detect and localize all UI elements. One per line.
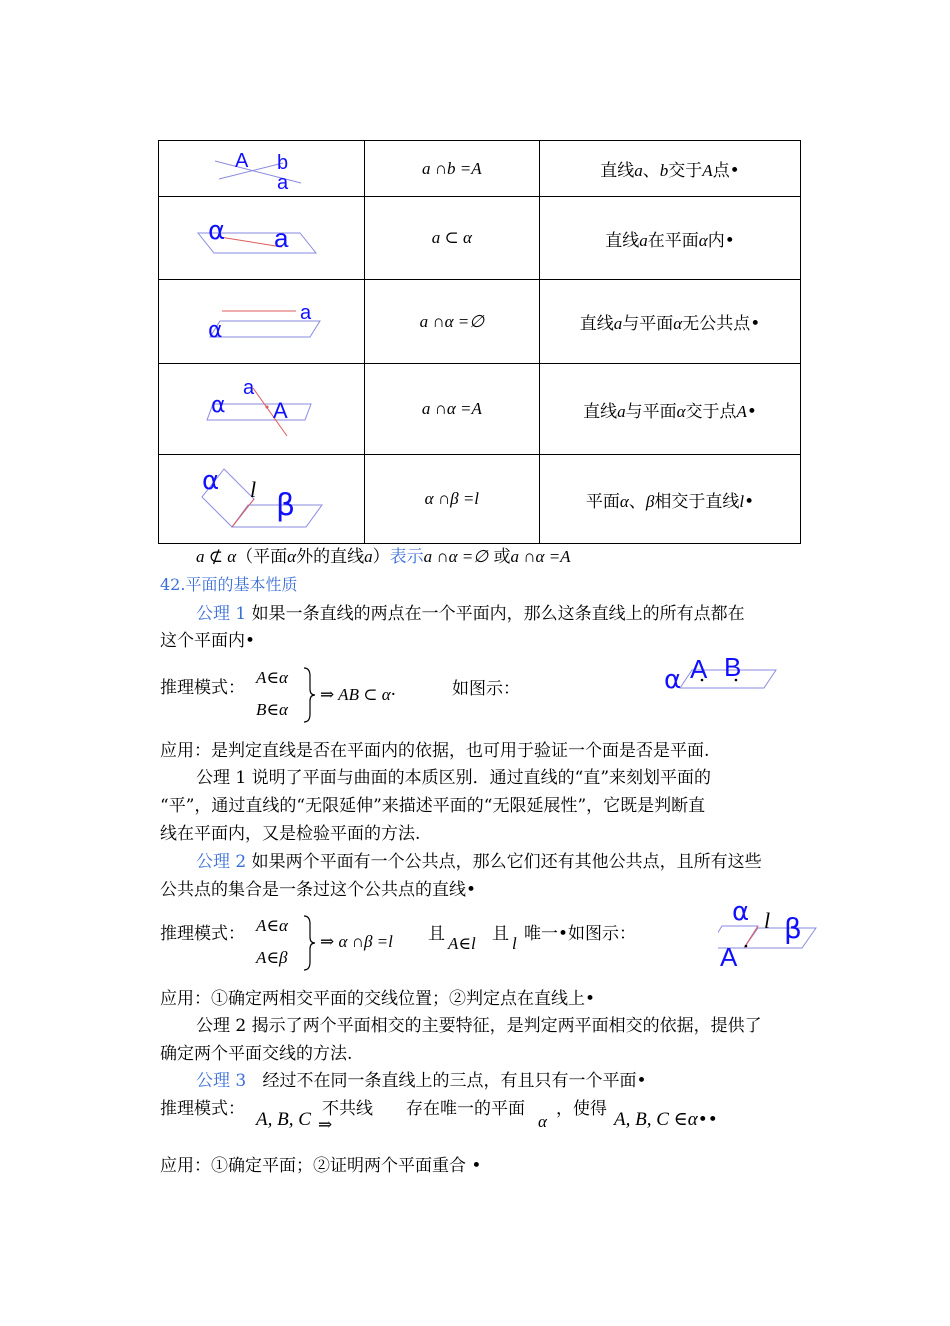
axiom2-cond1: A∈α <box>256 916 288 935</box>
axiom1-dot: · <box>390 685 397 705</box>
note-expression: a ∩α =A <box>510 547 571 566</box>
axiom1-text: 如果一条直线的两点在一个平面内，那么这条直线上的所有点都在 <box>251 604 745 624</box>
intersecting-lines-figure <box>211 145 311 193</box>
desc-text: 在平面 <box>647 230 699 251</box>
axiom1-paragraph: 线在平面内，又是检验平面的方法. <box>160 824 421 844</box>
desc-text: • <box>744 491 755 512</box>
axiom3-application: 应用：①确定平面；②证明两个平面重合 • <box>160 1156 482 1176</box>
axiom3-model-label: 推理模式： <box>160 1099 245 1119</box>
axiom2-statement <box>196 848 762 876</box>
desc-text: • <box>746 401 757 422</box>
axiom2-result <box>320 928 393 956</box>
axiom2-paragraph: 公理 2 揭示了两个平面相交的主要特征，是判定两平面相交的依据，提供了 <box>196 1016 762 1036</box>
description-cell <box>540 364 801 455</box>
note-symbol: α <box>287 547 297 566</box>
desc-text: 与平面 <box>622 314 674 334</box>
notation-cell: a ∩α =∅ <box>364 280 539 364</box>
axiom2-member: A∈l <box>448 934 476 953</box>
axiom3-arrow: ⇒ <box>318 1115 333 1135</box>
axiom2-l: l <box>512 934 517 953</box>
figure-cell <box>159 455 365 544</box>
description-cell <box>540 280 801 364</box>
description-cell <box>540 455 801 544</box>
axiom3-not-collinear: 不共线 <box>322 1099 373 1119</box>
desc-text: 平面 <box>585 491 620 512</box>
relation-table <box>158 140 801 544</box>
axiom1-model-label: 推理模式： <box>160 678 245 698</box>
figure-label: A <box>720 942 738 968</box>
axiom3-alpha: α <box>538 1112 547 1131</box>
axiom3-statement <box>196 1067 646 1095</box>
figure-label: a <box>274 223 289 253</box>
axiom2-and: 且 <box>428 924 445 944</box>
axiom1-result <box>320 681 396 709</box>
figure-label: b <box>277 151 289 174</box>
desc-text: 相交于直线 <box>654 491 740 512</box>
figure-label: α <box>202 466 220 496</box>
desc-symbol: β <box>645 491 655 511</box>
figure-label: α <box>211 393 226 418</box>
axiom2-model-label: 推理模式： <box>160 924 245 944</box>
table-row <box>159 280 801 364</box>
axiom2-cond2: A∈β <box>256 948 288 967</box>
notation-cell: α ∩β =l <box>364 455 539 544</box>
desc-symbol: l <box>739 491 745 511</box>
axiom2-text: 如果两个平面有一个公共点，那么它们还有其他公共点，且所有这些 <box>251 852 762 872</box>
figure-label: β <box>784 912 802 945</box>
axiom1-statement <box>196 600 745 628</box>
desc-text: 点• <box>712 161 740 181</box>
figure-label: A <box>235 149 249 172</box>
section-title: 42.平面的基本性质 <box>160 575 298 594</box>
desc-text: 交于 <box>668 161 703 181</box>
figure-label: α <box>732 897 750 927</box>
desc-symbol: α <box>673 314 683 333</box>
desc-symbol: α <box>676 401 686 421</box>
axiom1-paragraph: 公理 1 说明了平面与曲面的本质区别．通过直线的“直”来刻划平面的 <box>196 768 712 788</box>
table-row <box>159 197 801 280</box>
desc-symbol: α <box>698 230 708 250</box>
desc-text: 内• <box>707 230 735 251</box>
figure-label: a <box>243 377 255 399</box>
axiom2-application: 应用：①确定两相交平面的交线位置；②判定点在直线上• <box>160 989 596 1009</box>
notation-cell: a ⊂ α <box>364 197 539 280</box>
axiom3-label: 公理 3 <box>196 1071 247 1091</box>
line-parallel-plane-figure <box>196 297 326 347</box>
desc-symbol: b <box>659 161 669 180</box>
axiom1-cond1: A∈α <box>256 668 288 687</box>
desc-text: 交于点 <box>685 401 737 422</box>
axiom3-result-expr: A, B, C ∈α <box>614 1109 698 1130</box>
notation-cell: a ∩b =A <box>364 141 539 197</box>
figure-label: α <box>664 665 682 694</box>
axiom1-figure <box>660 650 780 694</box>
table-row <box>159 141 801 197</box>
line-in-plane-figure <box>196 213 326 263</box>
axiom1-cond2: B∈α <box>256 700 288 719</box>
figure-label: B <box>724 652 742 682</box>
table-row <box>159 364 801 455</box>
axiom2-figure <box>718 896 822 968</box>
notation-cell: a ∩α =A <box>364 364 539 455</box>
line-intersects-plane-figure <box>201 374 321 444</box>
intersecting-planes-figure <box>196 463 326 535</box>
desc-text: 直线 <box>600 161 635 181</box>
axiom1-result-expr: ⇒ AB ⊂ α <box>320 685 391 704</box>
right-brace-icon <box>302 666 316 724</box>
axiom2-unique: 唯一•如图示： <box>524 924 637 944</box>
figure-label: a <box>300 301 312 324</box>
figure-cell <box>159 280 365 364</box>
axiom1-label: 公理 1 <box>196 604 247 624</box>
figure-cell <box>159 364 365 455</box>
note-expression: a ∩α =∅ <box>423 547 489 566</box>
desc-symbol: A <box>702 161 713 180</box>
notation-note <box>196 543 571 571</box>
desc-symbol: A <box>736 401 747 421</box>
axiom3-so-that: ，使得 <box>556 1099 607 1119</box>
axiom3-result <box>614 1106 718 1134</box>
axiom3-points: A, B, C <box>256 1109 311 1130</box>
figure-label: l <box>764 908 771 933</box>
axiom1-as-shown: 如图示： <box>452 679 520 699</box>
desc-text: 直线 <box>579 314 614 334</box>
desc-symbol: α <box>619 491 629 511</box>
figure-label: α <box>208 317 223 343</box>
axiom2-paragraph: 确定两个平面交线的方法. <box>160 1044 353 1064</box>
axiom3-text: 经过不在同一条直线上的三点，有且只有一个平面• <box>262 1071 647 1091</box>
table-row <box>159 455 801 544</box>
desc-text: 、 <box>642 161 660 181</box>
desc-text: 直线 <box>583 401 618 422</box>
note-text: 或 <box>493 547 511 567</box>
figure-label: l <box>250 477 257 502</box>
description-cell <box>540 197 801 280</box>
axiom1-paragraph: “平”，通过直线的“无限延伸”来描述平面的“无限延展性”，它既是判断直 <box>160 796 706 816</box>
desc-symbol: a <box>617 401 626 421</box>
desc-symbol: a <box>634 161 643 180</box>
desc-text: 与平面 <box>625 401 677 422</box>
axiom1-application: 应用：是判定直线是否在平面内的依据，也可用于验证一个面是否是平面. <box>160 741 710 761</box>
note-symbol: a <box>364 547 373 566</box>
axiom2-label: 公理 2 <box>196 852 247 872</box>
note-text: ） <box>372 547 390 567</box>
desc-symbol: a <box>639 230 648 250</box>
figure-label: β <box>276 488 296 523</box>
figure-label: A <box>690 654 708 684</box>
desc-symbol: a <box>613 314 623 333</box>
note-highlight: 表示 <box>389 547 424 567</box>
note-text: （平面 <box>236 547 288 567</box>
figure-cell <box>159 197 365 280</box>
axiom2-result-expr: ⇒ α ∩β =l <box>320 932 393 951</box>
figure-label: a <box>277 171 289 193</box>
figure-label: α <box>208 216 226 246</box>
note-text: 外的直线 <box>296 547 365 567</box>
axiom3-dots: •• <box>697 1110 718 1130</box>
axiom3-exists: 存在唯一的平面 <box>406 1099 525 1119</box>
description-cell <box>540 141 801 197</box>
figure-label: A <box>273 398 289 423</box>
desc-text: 、 <box>628 491 646 512</box>
right-brace-icon <box>302 914 316 972</box>
desc-text: 直线 <box>605 230 640 251</box>
axiom2-text-cont: 公共点的集合是一条过这个公共点的直线• <box>160 880 477 900</box>
note-symbol: a ⊄ α <box>196 547 237 566</box>
desc-text: 无公共点• <box>682 314 761 334</box>
figure-cell <box>159 141 365 197</box>
axiom2-and: 且 <box>492 924 509 944</box>
axiom1-text-cont: 这个平面内• <box>160 631 256 651</box>
